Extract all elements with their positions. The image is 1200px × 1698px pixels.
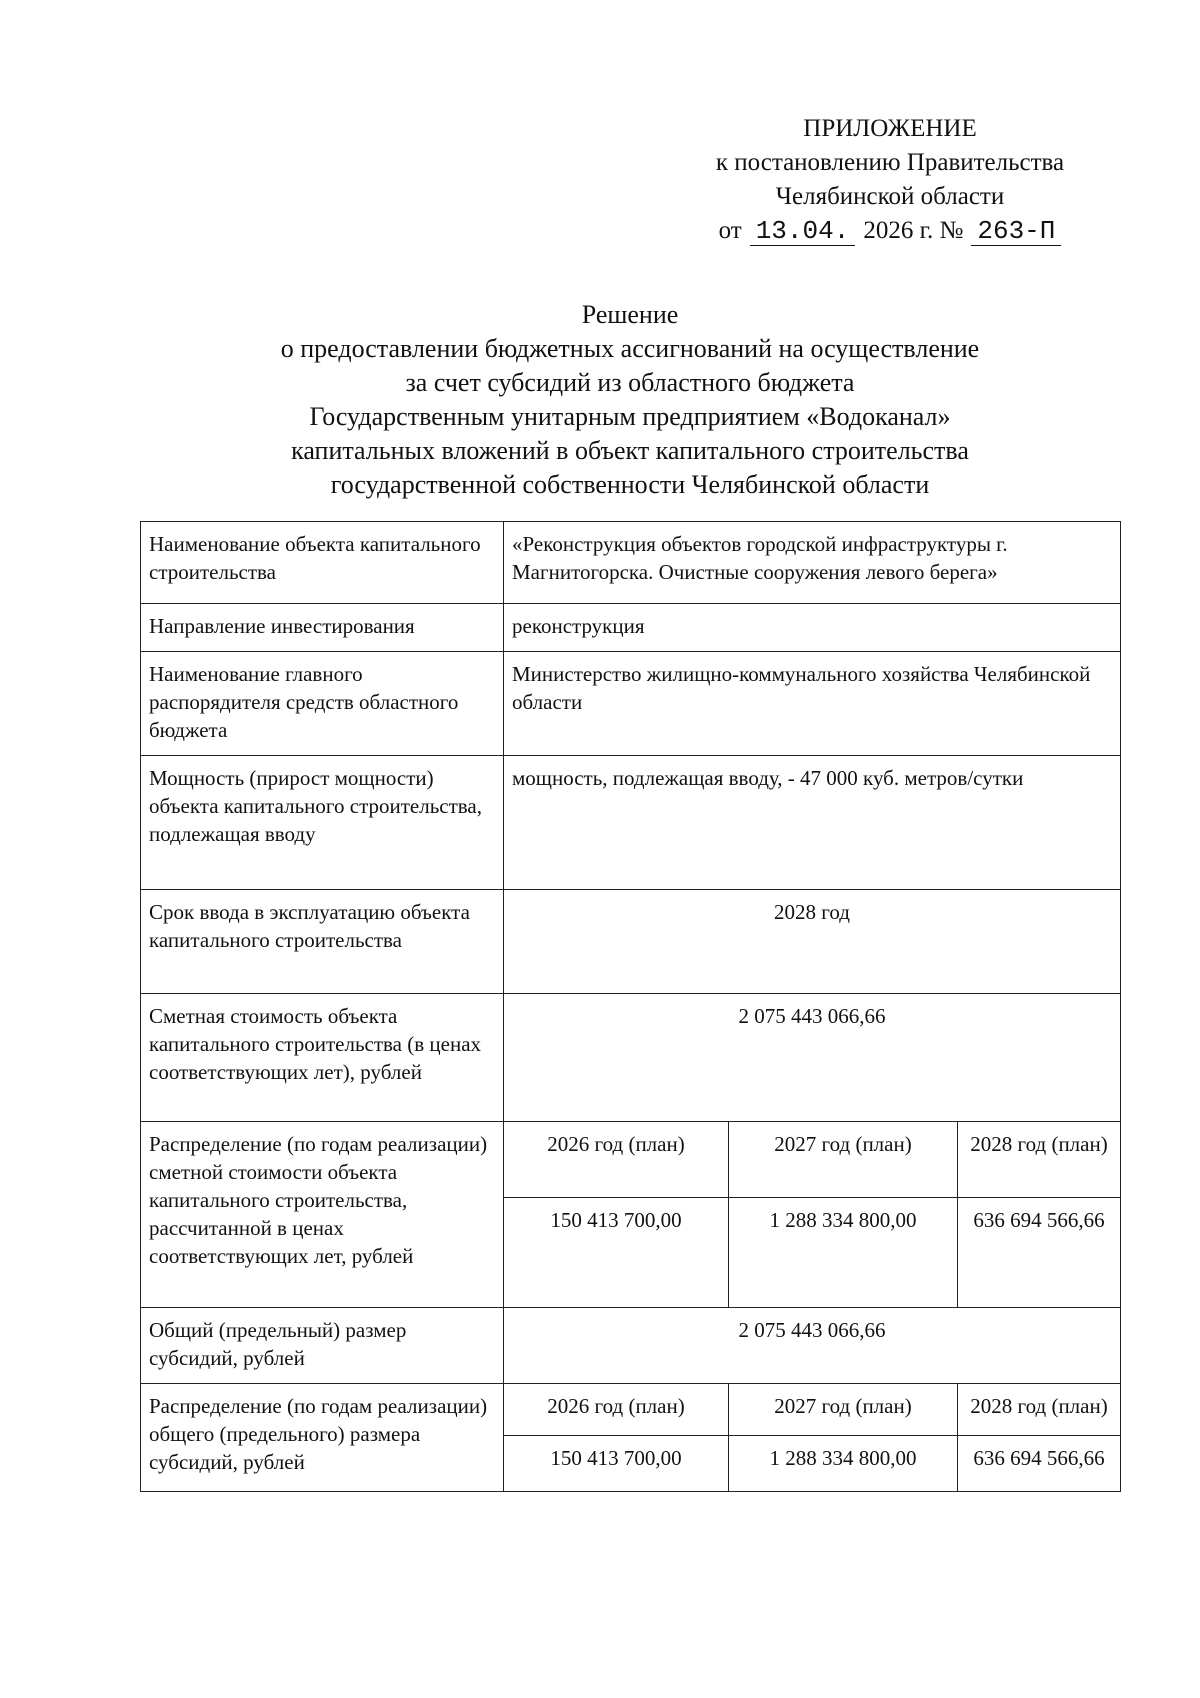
subsidy-label: Общий (предельный) размер субсидий, рублей	[141, 1308, 504, 1384]
commission-value: 2028 год	[504, 890, 1121, 994]
handwritten-number: 263-П	[971, 217, 1061, 246]
subsidy-distribution-label: Распределение (по годам реализации) общего (предельного) размера субсидий, рублей	[141, 1384, 504, 1492]
document-title	[160, 298, 1100, 502]
cost-value: 2 075 443 066,66	[504, 994, 1121, 1122]
table-row	[141, 1122, 1121, 1198]
subsidy-year-2027: 2027 год (план)	[729, 1384, 958, 1436]
appendix-line-1: к постановлению Правительства	[715, 149, 1065, 176]
cost-value-2027: 1 288 334 800,00	[729, 1198, 958, 1308]
subsidy-year-2028: 2028 год (план)	[958, 1384, 1121, 1436]
year-label: 2026 г. №	[863, 217, 964, 244]
title-line: Решение	[581, 300, 679, 329]
manager-value: Министерство жилищно-коммунального хозяйства Челябинской области	[504, 652, 1121, 756]
title-line: капитальных вложений в объект капитального строительства	[291, 436, 969, 465]
appendix-header	[660, 112, 1120, 248]
subsidy-value-2027: 1 288 334 800,00	[729, 1436, 958, 1492]
commission-label: Срок ввода в эксплуатацию объекта капитального строительства	[141, 890, 504, 994]
manager-label: Наименование главного распорядителя средств областного бюджета	[141, 652, 504, 756]
direction-value: реконструкция	[504, 604, 1121, 652]
cost-year-2026: 2026 год (план)	[504, 1122, 729, 1198]
cost-label: Сметная стоимость объекта капитального строительства (в ценах соответствующих лет), рублей	[141, 994, 504, 1122]
handwritten-date: 13.04.	[750, 217, 856, 246]
subsidy-year-2026: 2026 год (план)	[504, 1384, 729, 1436]
table-row	[141, 1384, 1121, 1436]
table-row	[141, 1308, 1121, 1384]
table-row	[141, 890, 1121, 994]
direction-label: Направление инвестирования	[141, 604, 504, 652]
cost-value-2028: 636 694 566,66	[958, 1198, 1121, 1308]
title-line: государственной собственности Челябинской области	[330, 470, 930, 499]
title-line: Государственным унитарным предприятием «Водоканал»	[309, 402, 951, 431]
capacity-label: Мощность (прирост мощности) объекта капитального строительства, подлежащая вводу	[141, 756, 504, 890]
cost-distribution-label: Распределение (по годам реализации) сметной стоимости объекта капитального строительства, рассчитанной в ценах соответствующих лет, рублей	[141, 1122, 504, 1308]
object-name-value: «Реконструкция объектов городской инфраструктуры г. Магнитогорска. Очистные сооружения левого берега»	[504, 522, 1121, 604]
subsidy-value-2028: 636 694 566,66	[958, 1436, 1121, 1492]
title-line: о предоставлении бюджетных ассигнований на осуществление	[280, 334, 980, 363]
cost-year-2028: 2028 год (план)	[958, 1122, 1121, 1198]
table-row	[141, 652, 1121, 756]
appendix-title: ПРИЛОЖЕНИЕ	[803, 115, 977, 142]
cost-year-2027: 2027 год (план)	[729, 1122, 958, 1198]
title-line: за счет субсидий из областного бюджета	[405, 368, 855, 397]
subsidy-value-2026: 150 413 700,00	[504, 1436, 729, 1492]
appendix-line-2: Челябинской области	[775, 183, 1005, 210]
subsidy-value: 2 075 443 066,66	[504, 1308, 1121, 1384]
appendix-dateline	[660, 214, 1120, 248]
object-name-label: Наименование объекта капитального строительства	[141, 522, 504, 604]
table-row	[141, 994, 1121, 1122]
from-label: от	[718, 217, 742, 244]
table-row	[141, 522, 1121, 604]
table-row	[141, 604, 1121, 652]
decision-table	[140, 521, 1121, 1492]
table-row	[141, 756, 1121, 890]
cost-value-2026: 150 413 700,00	[504, 1198, 729, 1308]
capacity-value: мощность, подлежащая вводу, - 47 000 куб. метров/сутки	[504, 756, 1121, 890]
